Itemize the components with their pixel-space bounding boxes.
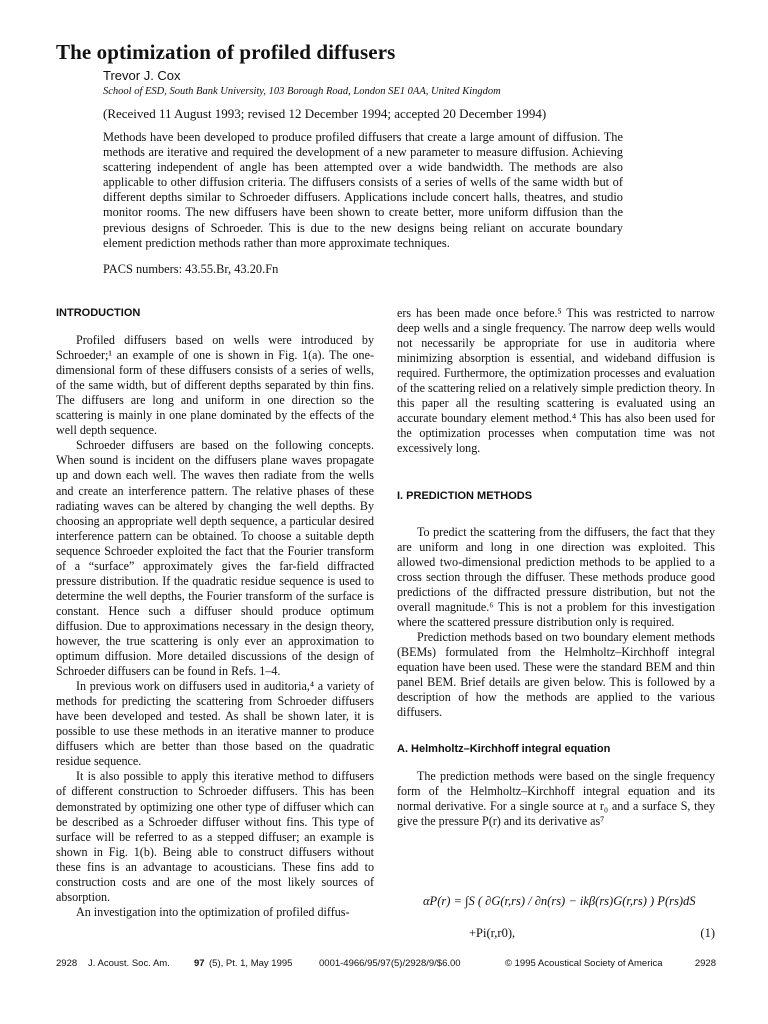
footer-page-number: 2928 (56, 958, 78, 969)
left-column (56, 306, 374, 920)
subsection-heading-helmholtz-kirchhoff: A. Helmholtz–Kirchhoff integral equation (397, 743, 611, 756)
equation-line-1: αP(r) = ∫S ( ∂G(r,rs) / ∂n(rs) − ikβ(rs)G(r,rs) ) P(rs)dS (423, 894, 696, 908)
right-column (397, 306, 715, 829)
received-dates: (Received 11 August 1993; revised 12 December 1994; accepted 20 December 1994) (103, 106, 547, 121)
equation-number: (1) (700, 926, 715, 940)
footer-page-number-right: 2928 (694, 958, 716, 969)
prediction-paragraph-1: To predict the scattering from the diffusers, the fact that they are uniform and long in one direction was exploited. This allowed two-dimensional prediction methods to be applied to a cross section through the diffuser. These methods produce good predictions of the diffracted pressure distribution, but not the overall magnitude.⁶ This is not a problem for this investigation where the scattered pressure distribution only is required. (397, 524, 715, 629)
author-affiliation: School of ESD, South Bank University, 103 Borough Road, London SE1 0AA, United Kingdom (103, 86, 501, 97)
footer-copyright: © 1995 Acoustical Society of America (505, 958, 663, 969)
equation-1 (397, 888, 715, 946)
paper-title: The optimization of profiled diffusers (56, 40, 396, 64)
footer-journal: J. Acoust. Soc. Am. (88, 958, 170, 969)
intro-paragraph-6: ers has been made once before.⁵ This was restricted to narrow deep wells and a single frequency. The narrow deep wells would not necessarily be appropriate for use in auditoria where minimizing absorption is essential, and wideband diffusion is required. Furthermore, the optimization processes and evaluation of the scattering relied on a relatively simple prediction theory. In this paper all the resulting scattering is evaluated using an accurate boundary element method.⁴ This has also been used for the optimization processes when computation time was not excessively long. (397, 306, 715, 456)
intro-paragraph-3: In previous work on diffusers used in auditoria,⁴ a variety of methods for predicting the scattering from Schroeder diffusers have been developed and tested. As shall be shown later, it is possible to use these methods in an iterative manner to produce diffusers which are better than those based on the quadratic residue sequence. (56, 679, 374, 769)
pacs-numbers: PACS numbers: 43.55.Br, 43.20.Fn (103, 262, 279, 276)
footer-code: 0001-4966/95/97(5)/2928/9/$6.00 (319, 958, 461, 969)
hk-paragraph-1: The prediction methods were based on the single frequency form of the Helmholtz–Kirchhoff integral equation and its normal derivative. For a single source at r₀ and a surface S, they give the pressure P(r) and its derivative as⁷ (397, 769, 715, 829)
author-name: Trevor J. Cox (103, 68, 181, 83)
section-heading-prediction-methods: I. PREDICTION METHODS (397, 490, 533, 503)
footer-volume: 97 (194, 958, 205, 969)
equation-line-2: +Pi(r,r0), (469, 926, 516, 940)
footer-issue: (5), Pt. 1, May 1995 (209, 958, 293, 969)
intro-paragraph-2: Schroeder diffusers are based on the following concepts. When sound is incident on the diffusers plane waves propagate up and down each well. The waves then radiate from the wells and create an interference pattern. The relative phases of these radiating waves can be altered by changing the well depths. By choosing an appropriate well depth sequence, a particular desired interference pattern can be obtained. To choose a suitable depth sequence Schroeder exploited the fact that the Fourier transform of a “surface” approximately gives the far-field diffracted pressure distribution. If the quadratic residue sequence is used to determine the well depths, the Fourier transform of the surface is constant. Hence such a diffuser should produce optimum diffusion. Due to approximations necessary in the design theory, however, the true scattering is only ever an approximation to optimum diffusion. More detailed discussions of the design of Schroeder diffusers can be found in Refs. 1–4. (56, 438, 374, 679)
section-heading-introduction: INTRODUCTION (56, 307, 141, 319)
abstract: Methods have been developed to produce profiled diffusers that create a large amount of diffusion. The methods are iterative and required the development of a new parameter to measure diffusion. Achieving scattering independent of angle has been attempted over a wide bandwidth. The methods are also applicable to other diffusion criteria. The diffusers consists of a series of wells of the same width but of different depths similar to Schroeder diffusers. Applications include concert halls, theatres, and studio monitor rooms. The new diffusers have been shown to create better, more uniform diffusion than the previous designs of Schroeder. This is due to the new designs being reliant on accurate boundary element prediction methods rather than more approximate techniques. (103, 130, 623, 250)
prediction-paragraph-2: Prediction methods based on two boundary element methods (BEMs) formulated from the Helmholtz–Kirchhoff integral equation have been used. These were the standard BEM and thin panel BEM. Brief details are given below. This is followed by a description of how the methods are applied to the various diffusers. (397, 629, 715, 720)
intro-paragraph-4: It is also possible to apply this iterative method to diffusers of different construction to Schroeder diffusers. This has been demonstrated by optimizing one other type of diffuser which can be described as a Schroeder diffuser without fins. This type of surface will be referred to as a stepped diffuser; an example is shown in Fig. 1(b). Being able to construct diffusers without these fins is an advantage to acousticians. These fins add to construction costs and are one of the most likely sources of absorption. (56, 769, 374, 904)
intro-paragraph-5: An investigation into the optimization of profiled diffus- (76, 904, 350, 919)
intro-paragraph-1: Profiled diffusers based on wells were introduced by Schroeder;¹ an example of one is shown in Fig. 1(a). The one-dimensional form of these diffusers consists of a series of wells, of the same width, but of different depths separated by thin fins. The diffusers are long and uniform in one direction so the scattering is mainly in one plane dominated by the effects of the well depth sequence. (56, 333, 374, 438)
